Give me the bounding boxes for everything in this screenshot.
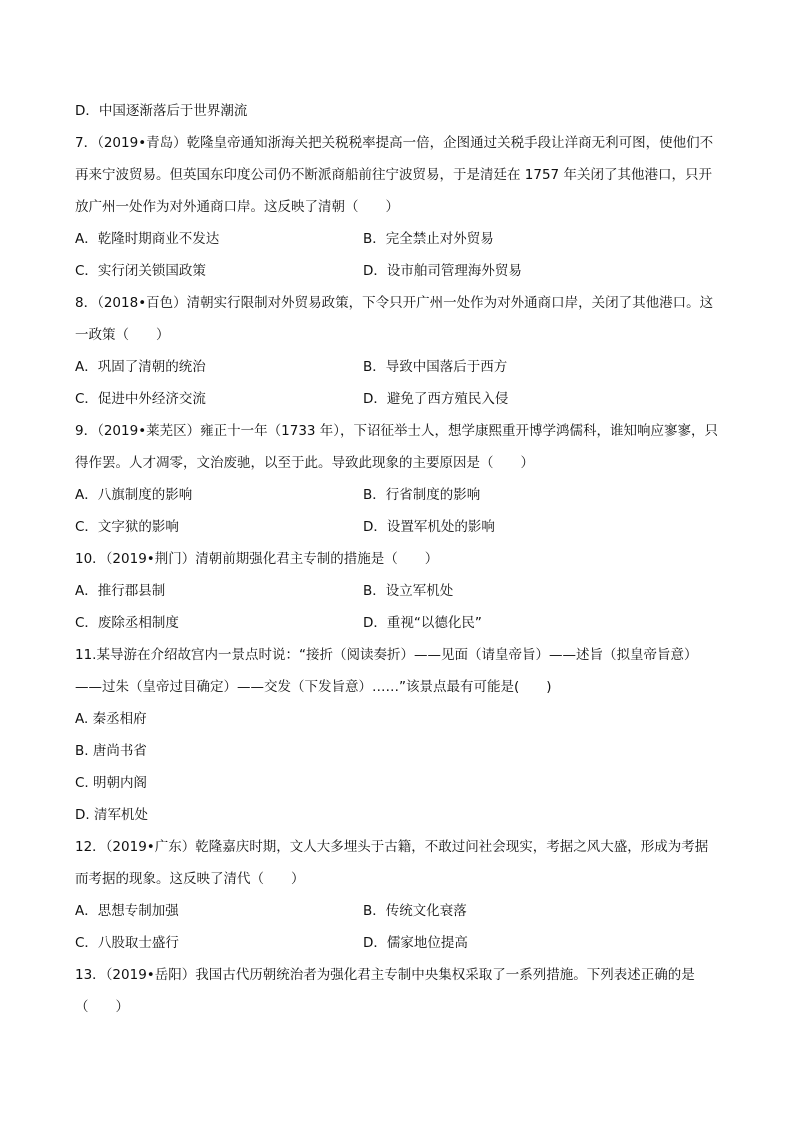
q10-option-b: B．设立军机处 [363, 583, 454, 599]
q11-option-a: A. 秦丞相府 [75, 711, 147, 727]
q10-option-d: D．重视“以德化民” [363, 615, 482, 631]
q9-option-d: D．设置军机处的影响 [363, 519, 495, 535]
q11-option-d: D. 清军机处 [75, 807, 148, 823]
q8-option-d: D．避免了西方殖民入侵 [363, 391, 509, 407]
q12-option-a: A．思想专制加强 [75, 903, 179, 919]
q8-stem-line1: 8．（2018•百色）清朝实行限制对外贸易政策，下令只开广州一处作为对外通商口岸，关闭了其他港口。这 [75, 295, 714, 311]
q9-option-b: B．行省制度的影响 [363, 487, 481, 503]
q11-stem-line2: ——过朱（皇帝过目确定）——交发（下发旨意）……”该景点最有可能是( ) [75, 679, 552, 695]
q7-stem-line1: 7．（2019•青岛）乾隆皇帝通知浙海关把关税税率提高一倍，企图通过关税手段让洋商无利可图，使他们不 [75, 135, 714, 151]
q8-option-c: C．促进中外经济交流 [75, 391, 206, 407]
q6-option-d: D．中国逐渐落后于世界潮流 [75, 103, 248, 119]
q9-option-a: A．八旗制度的影响 [75, 487, 193, 503]
q10-option-a: A．推行郡县制 [75, 583, 166, 599]
q9-stem-line1: 9．（2019•莱芜区）雍正十一年（1733 年），下诏征举士人，想学康熙重开博学鸿儒科，谁知响应寥寥，只 [75, 423, 719, 439]
q13-stem-line2: （ ） [75, 999, 129, 1015]
q8-stem-line2: 一政策（ ） [75, 327, 170, 343]
q7-option-b: B．完全禁止对外贸易 [363, 231, 494, 247]
q10-option-c: C．废除丞相制度 [75, 615, 179, 631]
q7-option-c: C．实行闭关锁国政策 [75, 263, 206, 279]
q13-stem-line1: 13．（2019•岳阳）我国古代历朝统治者为强化君主专制中央集权采取了一系列措施。下列表述正确的是 [75, 967, 695, 983]
q7-stem-line2: 再来宁波贸易。但英国东印度公司仍不断派商船前往宁波贸易，于是清廷在 1757 年关闭了其他港口，只开 [75, 167, 712, 183]
q10-stem-line1: 10．（2019•荆门）清朝前期强化君主专制的措施是（ ） [75, 551, 439, 567]
q12-option-c: C．八股取士盛行 [75, 935, 179, 951]
q12-option-b: B．传统文化衰落 [363, 903, 467, 919]
q8-option-b: B．导致中国落后于西方 [363, 359, 508, 375]
q11-option-c: C. 明朝内阁 [75, 775, 148, 791]
q9-stem-line2: 得作罢。人才凋零，文治废驰，以至于此。导致此现象的主要原因是（ ） [75, 455, 534, 471]
q12-stem-line1: 12．（2019•广东）乾隆嘉庆时期，文人大多埋头于古籍，不敢过问社会现实，考据之风大盛，形成为考据 [75, 839, 709, 855]
q7-option-d: D．设市舶司管理海外贸易 [363, 263, 522, 279]
q11-option-b: B. 唐尚书省 [75, 743, 147, 759]
q12-option-d: D．儒家地位提高 [363, 935, 468, 951]
q9-option-c: C．文字狱的影响 [75, 519, 179, 535]
q7-option-a: A．乾隆时期商业不发达 [75, 231, 220, 247]
q7-stem-line3: 放广州一处作为对外通商口岸。这反映了清朝（ ） [75, 199, 399, 215]
q11-stem-line1: 11.某导游在介绍故宫内一景点时说：“接折（阅读奏折）——见面（请皇帝旨）——述旨（拟皇帝旨意） [75, 647, 698, 663]
q8-option-a: A．巩固了清朝的统治 [75, 359, 206, 375]
q12-stem-line2: 而考据的现象。这反映了清代（ ） [75, 871, 305, 887]
